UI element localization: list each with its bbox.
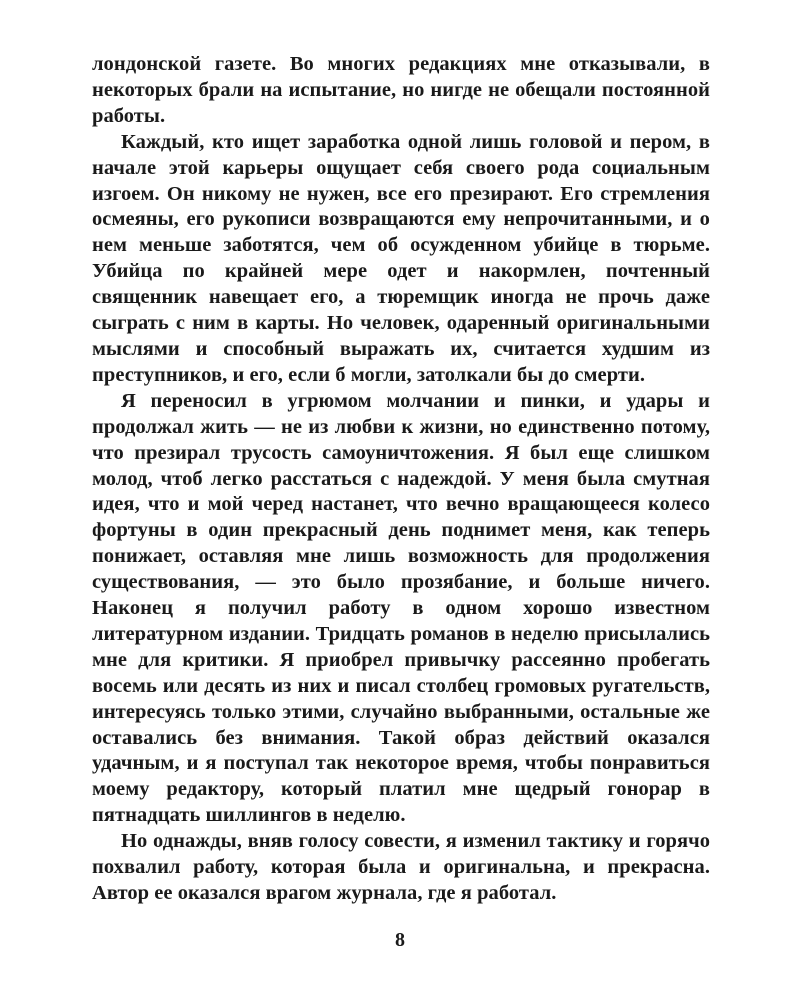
page-body (92, 52, 710, 907)
paragraph-2: Каждый, кто ищет заработка одной лишь головой и пером, в начале этой карьеры ощущает себя своего рода социальным изгоем. Он никому не нужен, все его презирают. Его стремления осмеяны, его рукописи возвращаются ему непрочитанными, и о нем меньше заботятся, чем об осужденном убийце в тюрьме. Убийца по крайней мере одет и накормлен, почтенный священник навещает его, а тюремщик иногда не прочь даже сыграть с ним в карты. Но человек, одаренный оригинальными мыслями и способный выражать их, считается худшим из преступников, и его, если б могли, затолкали бы до смерти. (92, 130, 710, 386)
paragraph-4: Но однажды, вняв голосу совести, я изменил тактику и горячо похвалил работу, которая была и оригинальна, и прекрасна. Автор ее оказался врагом журнала, где я работал. (92, 830, 710, 904)
page-number: 8 (395, 929, 405, 951)
paragraph-3: Я переносил в угрюмом молчании и пинки, и удары и продолжал жить — не из любви к жизни, но единственно потому, что презирал трусость самоуничтожения. Я был еще слишком молод, чтоб легко расстаться с надеждой. У меня была смутная идея, что и мой черед настанет, что вечно вращающееся колесо фортуны в один прекрасный день поднимет меня, как теперь понижает, оставляя мне лишь возможность для продолжения существования, — это было прозябание, и больше ничего. Наконец я получил работу в одном хорошо известном литературном издании. Тридцать романов в неделю присылались мне для критики. Я приобрел привычку рассеянно пробегать восемь или десять из них и писал столбец громовых ругательств, интересуясь только этими, случайно выбранными, остальные же оставались без внимания. Такой образ действий оказался удачным, и я поступал так некоторое время, чтобы понравиться моему редактору, который платил мне щедрый гонорар в пятнадцать шиллингов в неделю. (92, 389, 710, 827)
paragraph-1: лондонской газете. Во многих редакциях мне отказывали, в некоторых брали на испытание, но нигде не обещали постоянной работы. (92, 53, 710, 127)
